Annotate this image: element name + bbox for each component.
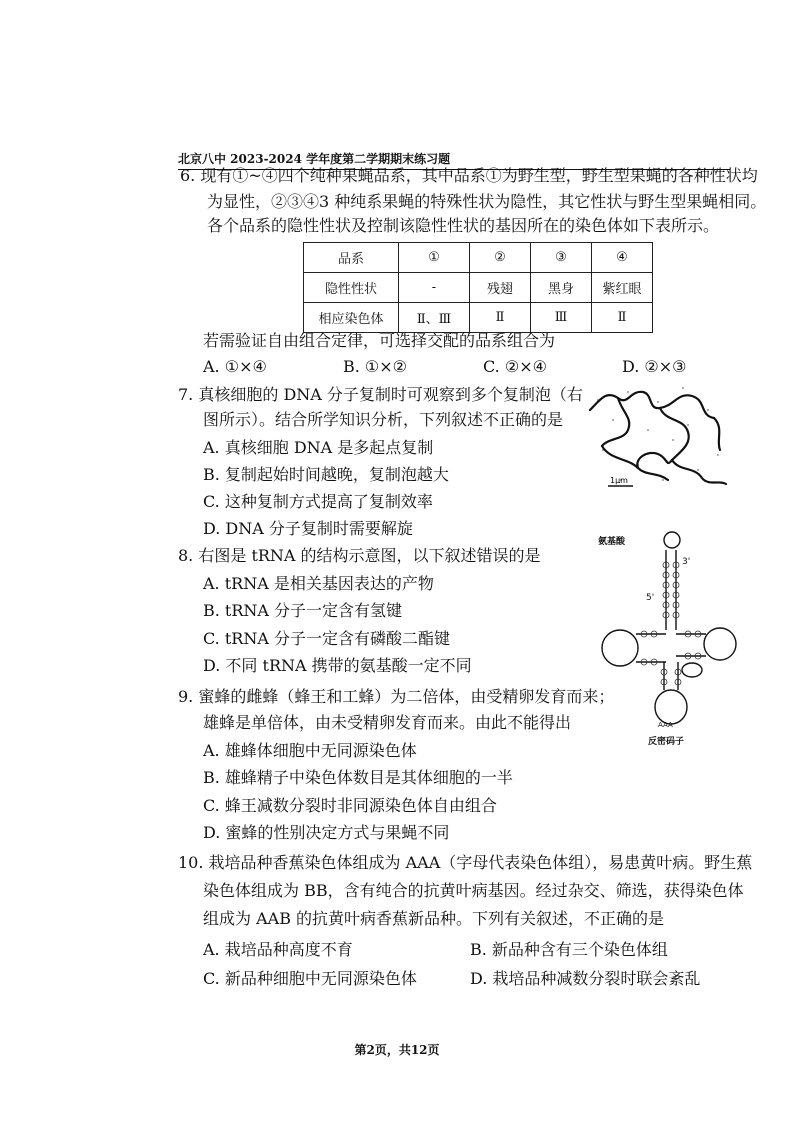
q7-line-2: 图所示）。结合所学知识分析，下列叙述不正确的是 bbox=[203, 410, 564, 429]
amino-acid-circle bbox=[664, 532, 680, 548]
q6-line-3: 各个品系的隐性性状及控制该隐性性状的基因所在的染色体如下表所示。 bbox=[207, 216, 720, 235]
q7-line-1: 7. 真核细胞的 DNA 分子复制时可观察到多个复制泡（右 bbox=[178, 385, 583, 404]
q6-option-d[interactable]: D. ②×③ bbox=[622, 357, 687, 376]
page-header: 北京八中 2023-2024 学年度第二学期期末练习题 bbox=[178, 150, 730, 170]
q8-option-b[interactable]: B. tRNA 分子一定含有氢键 bbox=[203, 601, 403, 620]
q9-line-2: 雄蜂是单倍体，由未受精卵发育而来。由此不能得出 bbox=[203, 713, 572, 732]
q6-prompt: 若需验证自由组合定律，可选择交配的品系组合为 bbox=[203, 331, 556, 350]
table-cell: Ⅱ bbox=[470, 303, 531, 333]
q6-option-c[interactable]: C. ②×④ bbox=[483, 357, 547, 376]
table-row bbox=[304, 273, 653, 303]
trna-structure-figure bbox=[596, 530, 746, 750]
t-loop bbox=[704, 628, 736, 660]
anticodon-bases: AAA bbox=[658, 721, 673, 729]
q9-option-d[interactable]: D. 蜜蜂的性别决定方式与果蝇不同 bbox=[203, 823, 450, 842]
table-cell: ② bbox=[470, 243, 531, 273]
q8-option-a[interactable]: A. tRNA 是相关基因表达的产物 bbox=[203, 574, 434, 593]
q10-line-3: 组成为 AAB 的抗黄叶病香蕉新品种。下列有关叙述，不正确的是 bbox=[203, 909, 665, 928]
table-row bbox=[304, 243, 653, 273]
q6-table bbox=[303, 242, 653, 333]
q10-option-b[interactable]: B. 新品种含有三个染色体组 bbox=[470, 940, 668, 959]
table-cell: 紫红眼 bbox=[592, 273, 653, 303]
table-cell: 残翅 bbox=[470, 273, 531, 303]
q10-line-2: 染色体组成为 BB，含有纯合的抗黄叶病基因。经过杂交、筛选，获得染色体 bbox=[203, 881, 744, 900]
q6-line-1: 6. 现有①~④四个纯种果蝇品系，其中品系①为野生型，野生型果蝇的各种性状均 bbox=[180, 166, 758, 185]
three-prime-label: 3' bbox=[682, 557, 691, 567]
table-cell: Ⅱ、Ⅲ bbox=[399, 303, 470, 333]
anticodon-loop bbox=[655, 690, 687, 724]
q7-option-c[interactable]: C. 这种复制方式提高了复制效率 bbox=[203, 492, 433, 511]
page-footer: 第2页，共12页 bbox=[354, 1043, 440, 1057]
q10-option-c[interactable]: C. 新品种细胞中无同源染色体 bbox=[203, 969, 417, 988]
q8-option-c[interactable]: C. tRNA 分子一定含有磷酸二酯键 bbox=[203, 629, 450, 648]
q8-line-1: 8. 右图是 tRNA 的结构示意图，以下叙述错误的是 bbox=[178, 546, 541, 565]
q8-option-d[interactable]: D. 不同 tRNA 携带的氨基酸一定不同 bbox=[203, 656, 472, 675]
q6-option-b[interactable]: B. ①×② bbox=[343, 357, 408, 376]
table-row bbox=[304, 303, 653, 333]
five-prime-label: 5' bbox=[646, 593, 655, 603]
table-cell: 品系 bbox=[304, 243, 399, 273]
table-cell: 黑身 bbox=[531, 273, 592, 303]
d-loop bbox=[602, 630, 638, 666]
table-cell: ④ bbox=[592, 243, 653, 273]
q9-option-b[interactable]: B. 雄蜂精子中染色体数目是其体细胞的一半 bbox=[203, 768, 513, 787]
table-cell: 相应染色体 bbox=[304, 303, 399, 333]
amino-acid-label: 氨基酸 bbox=[598, 537, 626, 547]
table-cell: Ⅱ bbox=[592, 303, 653, 333]
q6-option-a[interactable]: A. ①×④ bbox=[203, 357, 267, 376]
q10-line-1: 10. 栽培品种香蕉染色体组成为 AAA（字母代表染色体组），易患黄叶病。野生蕉 bbox=[178, 853, 753, 872]
q6-line-2: 为显性，②③④3 种纯系果蝇的特殊性状为隐性，其它性状与野生型果蝇相同。 bbox=[207, 192, 767, 211]
q10-option-a[interactable]: A. 栽培品种高度不育 bbox=[203, 940, 353, 959]
q7-option-a[interactable]: A. 真核细胞 DNA 是多起点复制 bbox=[203, 438, 434, 457]
anticodon-label: 反密码子 bbox=[648, 737, 685, 747]
table-cell: - bbox=[399, 273, 470, 303]
table-cell: ① bbox=[399, 243, 470, 273]
replication-bubble-figure bbox=[588, 380, 728, 495]
q9-line-1: 9. 蜜蜂的雌蜂（蜂王和工蜂）为二倍体，由受精卵发育而来； bbox=[178, 687, 615, 706]
q9-option-a[interactable]: A. 雄蜂体细胞中无同源染色体 bbox=[203, 741, 417, 760]
scale-label: 1μm bbox=[610, 476, 628, 485]
table-cell: 隐性性状 bbox=[304, 273, 399, 303]
table-cell: ③ bbox=[531, 243, 592, 273]
q7-option-d[interactable]: D. DNA 分子复制时需要解旋 bbox=[203, 519, 413, 538]
q9-option-c[interactable]: C. 蜂王减数分裂时非同源染色体自由组合 bbox=[203, 796, 497, 815]
q7-option-b[interactable]: B. 复制起始时间越晚，复制泡越大 bbox=[203, 465, 449, 484]
q10-option-d[interactable]: D. 栽培品种减数分裂时联会紊乱 bbox=[470, 969, 701, 988]
table-cell: Ⅲ bbox=[531, 303, 592, 333]
